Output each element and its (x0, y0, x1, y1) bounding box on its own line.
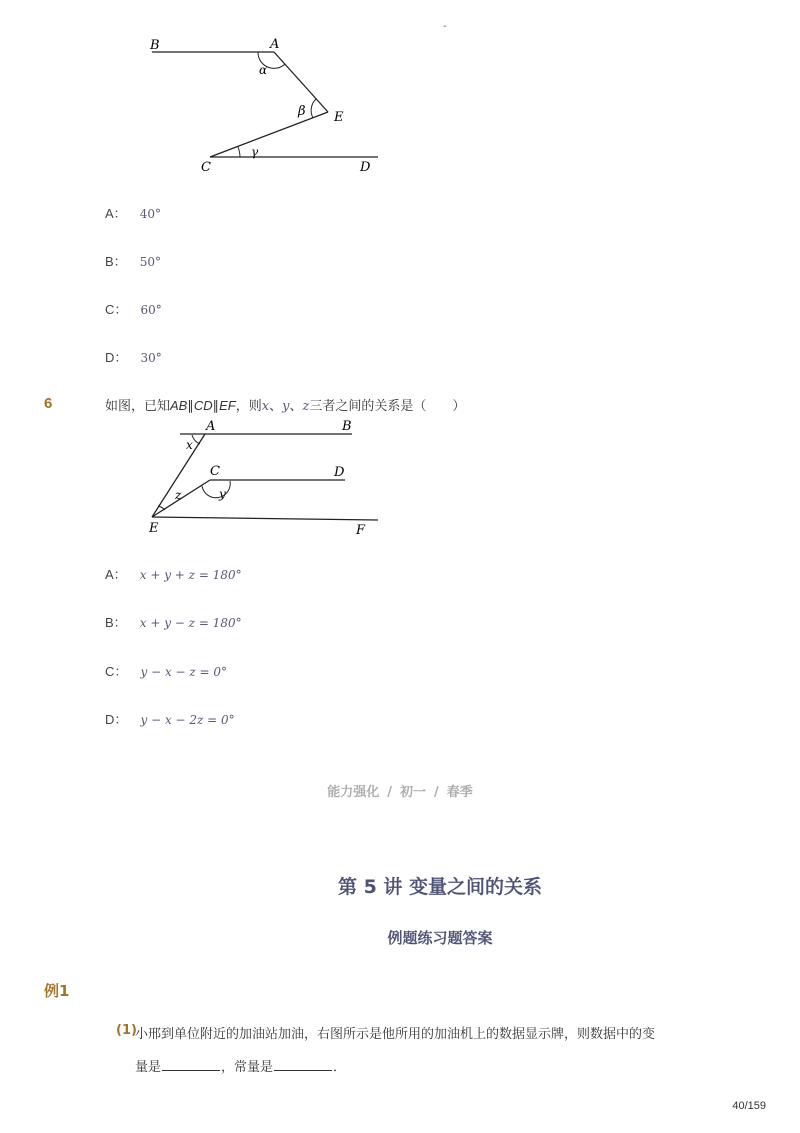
question-number: 6 (44, 395, 53, 412)
option-label: B： (105, 254, 127, 269)
option-label: B： (105, 615, 127, 630)
answer-blank[interactable] (162, 1058, 220, 1071)
label-C: C (201, 160, 211, 175)
page-number: 40/159 (732, 1100, 766, 1112)
option-value: 60° (140, 303, 162, 317)
label-F: F (356, 523, 366, 538)
option-value: y − x − z = 0° (140, 665, 228, 679)
q5-option-a[interactable] (105, 203, 161, 222)
line-ec (210, 112, 328, 157)
course-footer: 能力强化 / 初一 / 春季 (327, 785, 473, 800)
q5-option-b[interactable] (105, 251, 161, 270)
q5-option-c[interactable] (105, 299, 162, 318)
line-ef (152, 517, 378, 520)
arc-z (158, 506, 165, 510)
label-C: C (210, 464, 220, 479)
label-E: E (334, 110, 344, 125)
option-label: C： (105, 664, 128, 679)
arc-beta (311, 99, 316, 118)
angle-figure-2 (140, 414, 390, 539)
option-label: A： (105, 567, 127, 582)
option-value: 40° (139, 207, 162, 221)
line-ae (152, 434, 205, 517)
arc-gamma (238, 147, 240, 157)
option-label: D： (105, 712, 128, 727)
label-E: E (149, 521, 159, 536)
label-x: x (186, 438, 193, 452)
label-B: B (150, 38, 160, 53)
label-D: D (334, 465, 345, 480)
q6-option-b[interactable] (105, 612, 242, 631)
example-text-line1: 小邢到单位附近的加油站加油，右图所示是他所用的加油机上的数据显示牌，则数据中的变 (135, 1027, 656, 1042)
angle-figure-1 (140, 34, 390, 179)
label-A: A (206, 419, 216, 434)
example-text-line2: 量是 ，常量是 ． (135, 1060, 347, 1075)
option-label: C： (105, 302, 128, 317)
top-mark: - (443, 21, 447, 32)
option-label: D： (105, 350, 128, 365)
label-gamma: γ (251, 145, 259, 159)
option-value: 50° (139, 255, 162, 269)
arc-y (202, 481, 230, 498)
label-y: y (219, 487, 226, 501)
option-value: x + y + z = 180° (139, 568, 242, 582)
example-item-number: (1) (116, 1023, 137, 1038)
lesson-title: 第 5 讲 变量之间的关系 (337, 876, 543, 898)
option-value: x + y − z = 180° (139, 616, 242, 630)
line-ae (274, 52, 328, 112)
q5-option-d[interactable] (105, 347, 162, 366)
option-value: y − x − 2z = 0° (140, 713, 235, 727)
label-z: z (175, 488, 182, 502)
question-text: 如图，已知AB∥CD∥EF，则x、y、z三者之间的关系是（ ） (105, 398, 466, 414)
q6-option-c[interactable] (105, 661, 227, 680)
example-label: 例1 (44, 982, 70, 1000)
answer-blank[interactable] (274, 1058, 332, 1071)
label-A: A (270, 37, 280, 52)
lesson-subtitle: 例题练习题答案 (387, 929, 493, 947)
label-D: D (360, 160, 371, 175)
option-label: A： (105, 206, 127, 221)
q6-option-d[interactable] (105, 709, 235, 728)
label-B: B (342, 419, 352, 434)
option-value: 30° (140, 351, 162, 365)
q6-option-a[interactable] (105, 564, 242, 583)
label-beta: β (298, 104, 306, 119)
label-alpha: α (259, 63, 268, 77)
